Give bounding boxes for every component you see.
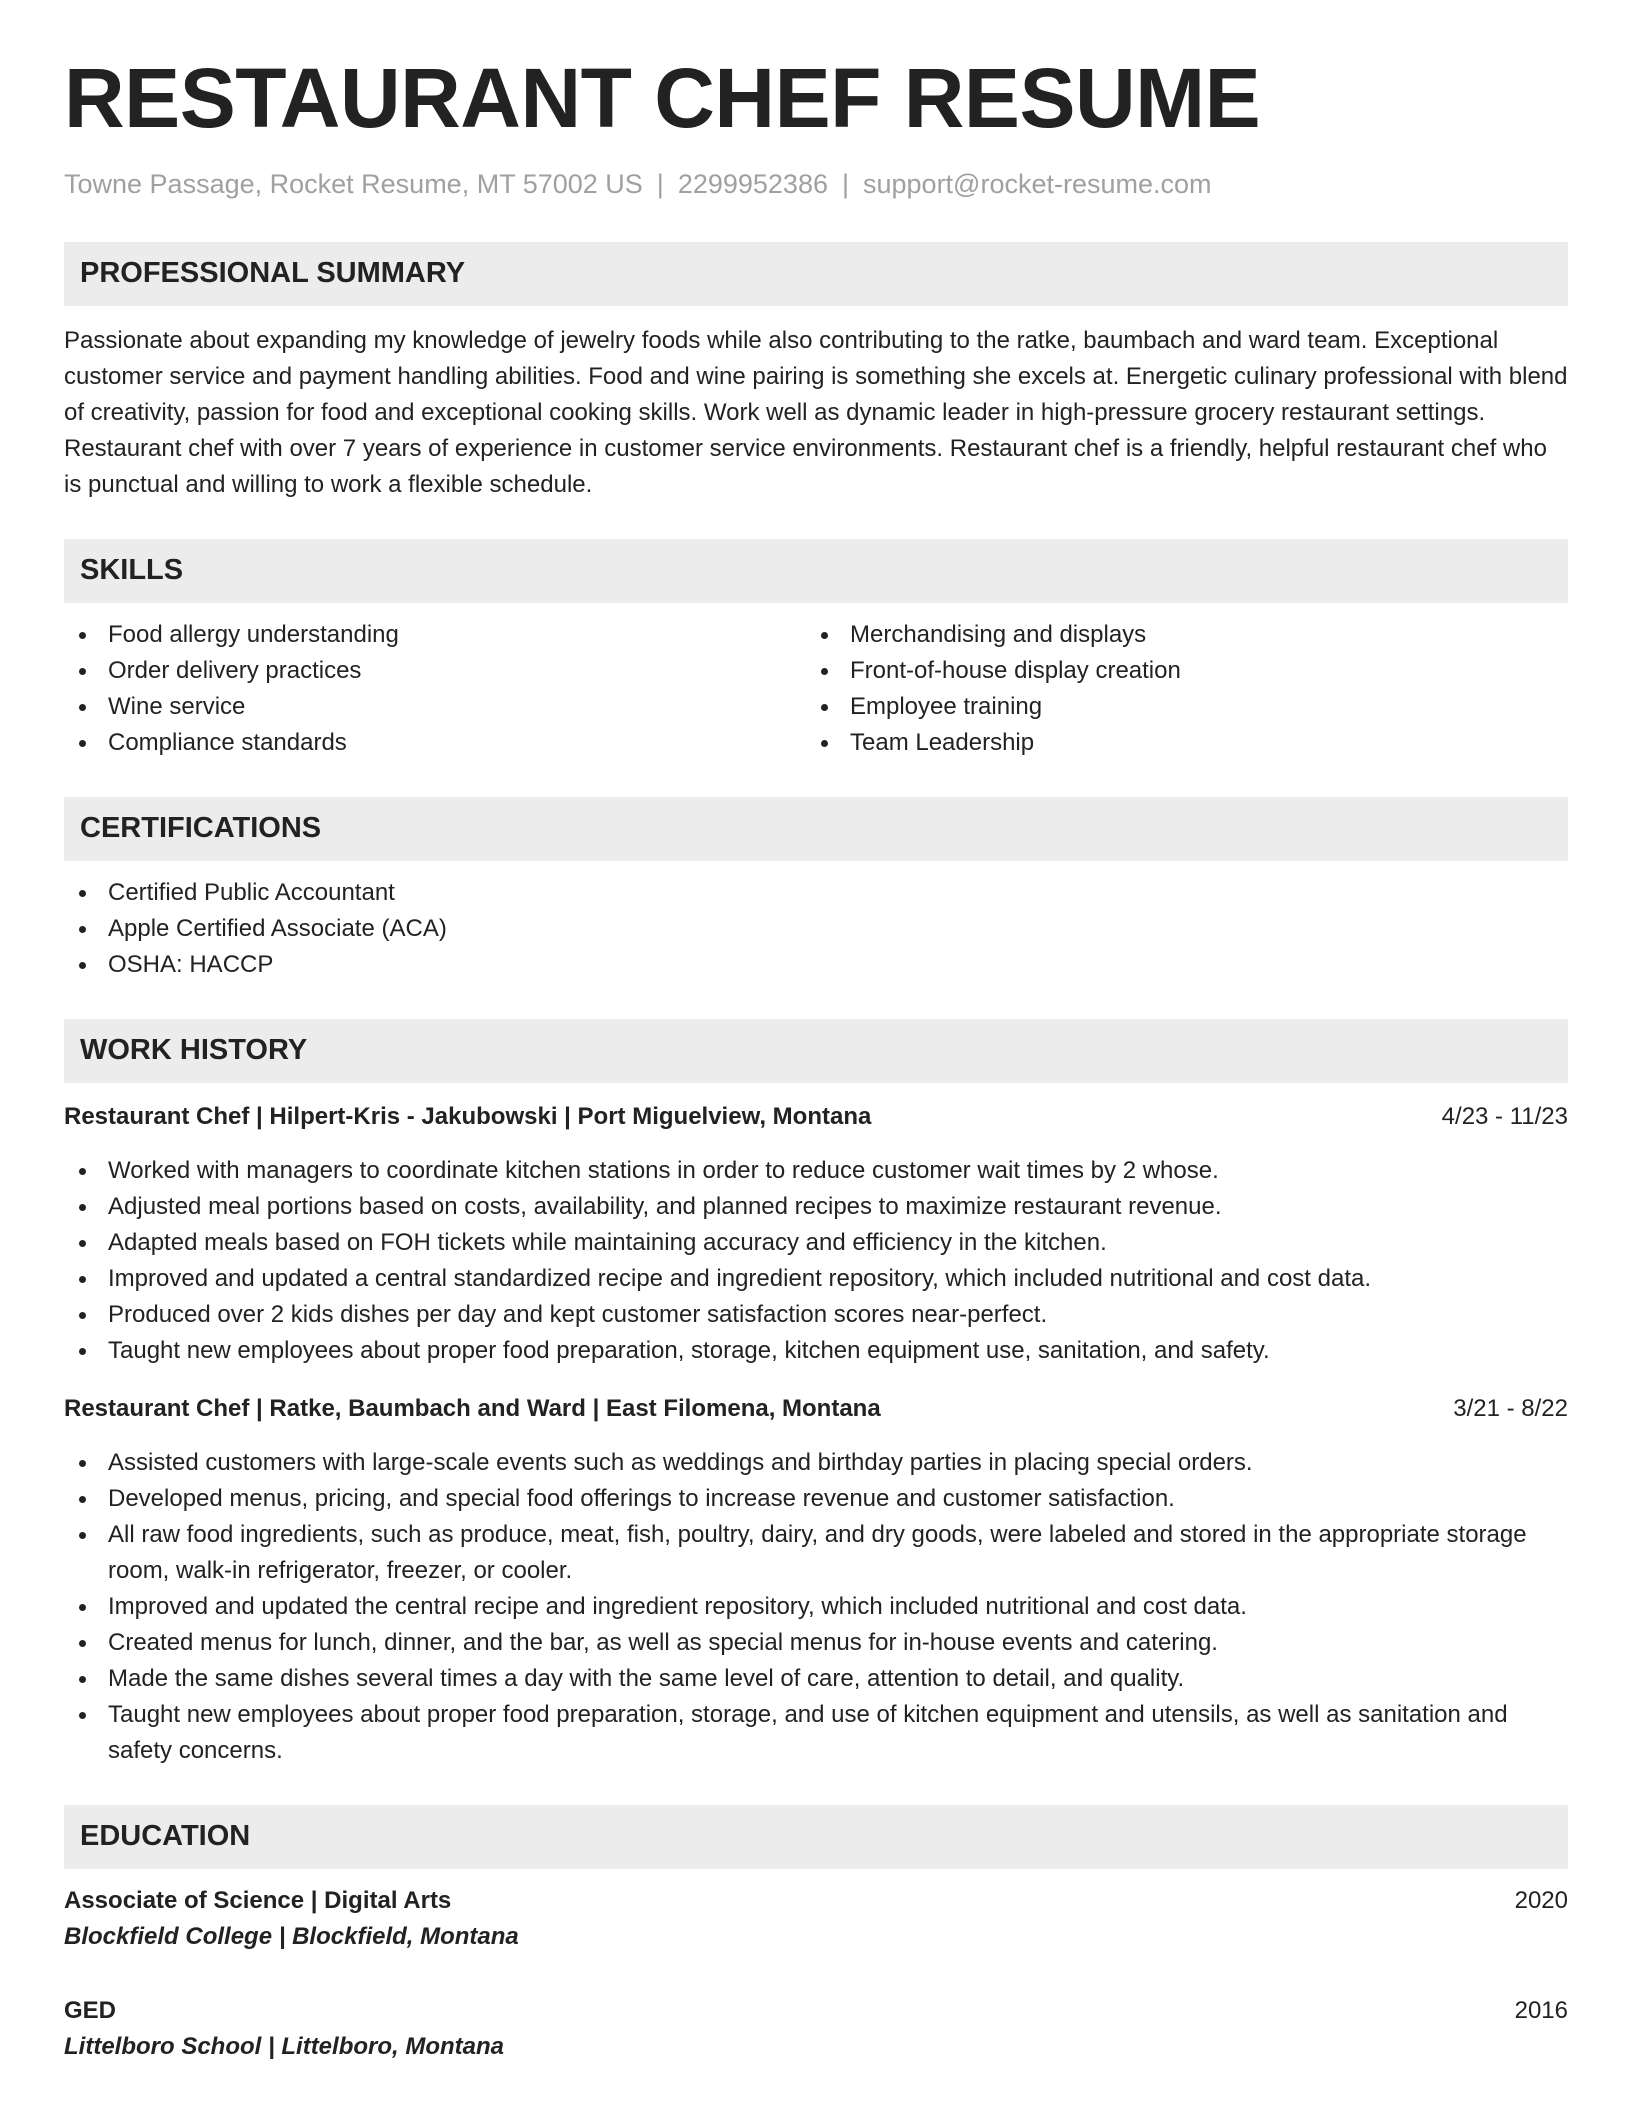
education-degree: GED (64, 1996, 117, 2024)
job-bullet: Adapted meals based on FOH tickets while maintaining accuracy and efficiency in the kitchen. (64, 1225, 1568, 1261)
job-bullet: Adjusted meal portions based on costs, availability, and planned recipes to maximize restaurant revenue. (64, 1189, 1568, 1225)
contact-line (64, 168, 1568, 200)
job-entry (64, 1391, 1568, 1769)
job-bullet: Assisted customers with large-scale events such as weddings and birthday parties in placing special orders. (64, 1445, 1568, 1481)
job-bullet: Worked with managers to coordinate kitchen stations in order to reduce customer wait times by 2 whose. (64, 1153, 1568, 1189)
job-bullet: All raw food ingredients, such as produce, meat, fish, poultry, dairy, and dry goods, were labeled and stored in the appropriate storage room, walk-in refrigerator, freezer, or cooler. (64, 1517, 1568, 1589)
skill-item: Compliance standards (64, 725, 806, 761)
job-bullet: Produced over 2 kids dishes per day and kept customer satisfaction scores near-perfect. (64, 1297, 1568, 1333)
education-year: 2016 (1514, 1996, 1568, 2024)
job-bullet: Created menus for lunch, dinner, and the bar, as well as special menus for in-house events and catering. (64, 1625, 1568, 1661)
job-entry (64, 1099, 1568, 1369)
education-school: Blockfield College | Blockfield, Montana (64, 1922, 519, 1950)
education-heading-row (64, 1993, 1568, 2029)
job-bullets (64, 1445, 1568, 1769)
certification-item: Certified Public Accountant (64, 875, 1568, 911)
education-heading-row (64, 1883, 1568, 1919)
section-header-summary: PROFESSIONAL SUMMARY (64, 242, 1568, 306)
contact-phone: 2299952386 (677, 169, 828, 200)
skill-item: Order delivery practices (64, 653, 806, 689)
skill-item: Food allergy understanding (64, 617, 806, 653)
education-school: Littelboro School | Littelboro, Montana (64, 2032, 505, 2060)
skill-item: Wine service (64, 689, 806, 725)
contact-separator: | (841, 169, 849, 200)
skills-list-right (806, 617, 1548, 761)
certification-item: Apple Certified Associate (ACA) (64, 911, 1568, 947)
job-heading-row (64, 1391, 1568, 1427)
contact-email: support@rocket-resume.com (863, 169, 1212, 200)
skill-item: Merchandising and displays (806, 617, 1548, 653)
job-bullet: Taught new employees about proper food preparation, storage, kitchen equipment use, sanitation, and safety. (64, 1333, 1568, 1369)
skill-item: Team Leadership (806, 725, 1548, 761)
job-bullet: Improved and updated the central recipe and ingredient repository, which included nutritional and cost data. (64, 1589, 1568, 1625)
section-header-education: EDUCATION (64, 1805, 1568, 1869)
education-year: 2020 (1514, 1886, 1568, 1914)
section-header-work-history: WORK HISTORY (64, 1019, 1568, 1083)
certifications-list (64, 875, 1568, 983)
section-header-certifications: CERTIFICATIONS (64, 797, 1568, 861)
job-bullet: Developed menus, pricing, and special food offerings to increase revenue and customer satisfaction. (64, 1481, 1568, 1517)
certification-item: OSHA: HACCP (64, 947, 1568, 983)
resume-title: RESTAURANT CHEF RESUME (64, 51, 1261, 145)
job-bullet: Made the same dishes several times a day with the same level of care, attention to detail, and quality. (64, 1661, 1568, 1697)
job-bullets (64, 1153, 1568, 1369)
education-degree: Associate of Science | Digital Arts (64, 1886, 452, 1914)
skills-grid (64, 617, 1568, 761)
job-title: Restaurant Chef | Hilpert-Kris - Jakubowski | Port Miguelview, Montana (64, 1102, 872, 1130)
job-title: Restaurant Chef | Ratke, Baumbach and Ward | East Filomena, Montana (64, 1394, 881, 1422)
summary-text: Passionate about expanding my knowledge of jewelry foods while also contributing to the ratke, baumbach and ward team. Exceptional customer service and payment handling abilities. Food and wine pairing is something she excels at. Energetic culinary professional with blend of creativity, passion for food and exceptional cooking skills. Work well as dynamic leader in high-pressure grocery restaurant settings. Restaurant chef with over 7 years of experience in customer service environments. Restaurant chef is a friendly, helpful restaurant chef who is punctual and willing to work a flexible schedule. (64, 326, 1568, 498)
education-entry (64, 1993, 1568, 2065)
job-dates: 3/21 - 8/22 (1453, 1394, 1568, 1422)
job-dates: 4/23 - 11/23 (1441, 1102, 1568, 1130)
job-heading-row (64, 1099, 1568, 1135)
skills-list-left (64, 617, 806, 761)
skill-item: Front-of-house display creation (806, 653, 1548, 689)
skill-item: Employee training (806, 689, 1548, 725)
education-entry (64, 1883, 1568, 1955)
contact-address: Towne Passage, Rocket Resume, MT 57002 US (64, 169, 643, 200)
section-header-skills: SKILLS (64, 539, 1568, 603)
job-bullet: Improved and updated a central standardized recipe and ingredient repository, which included nutritional and cost data. (64, 1261, 1568, 1297)
contact-separator: | (656, 169, 664, 200)
job-bullet: Taught new employees about proper food preparation, storage, and use of kitchen equipment and utensils, as well as sanitation and safety concerns. (64, 1697, 1568, 1769)
